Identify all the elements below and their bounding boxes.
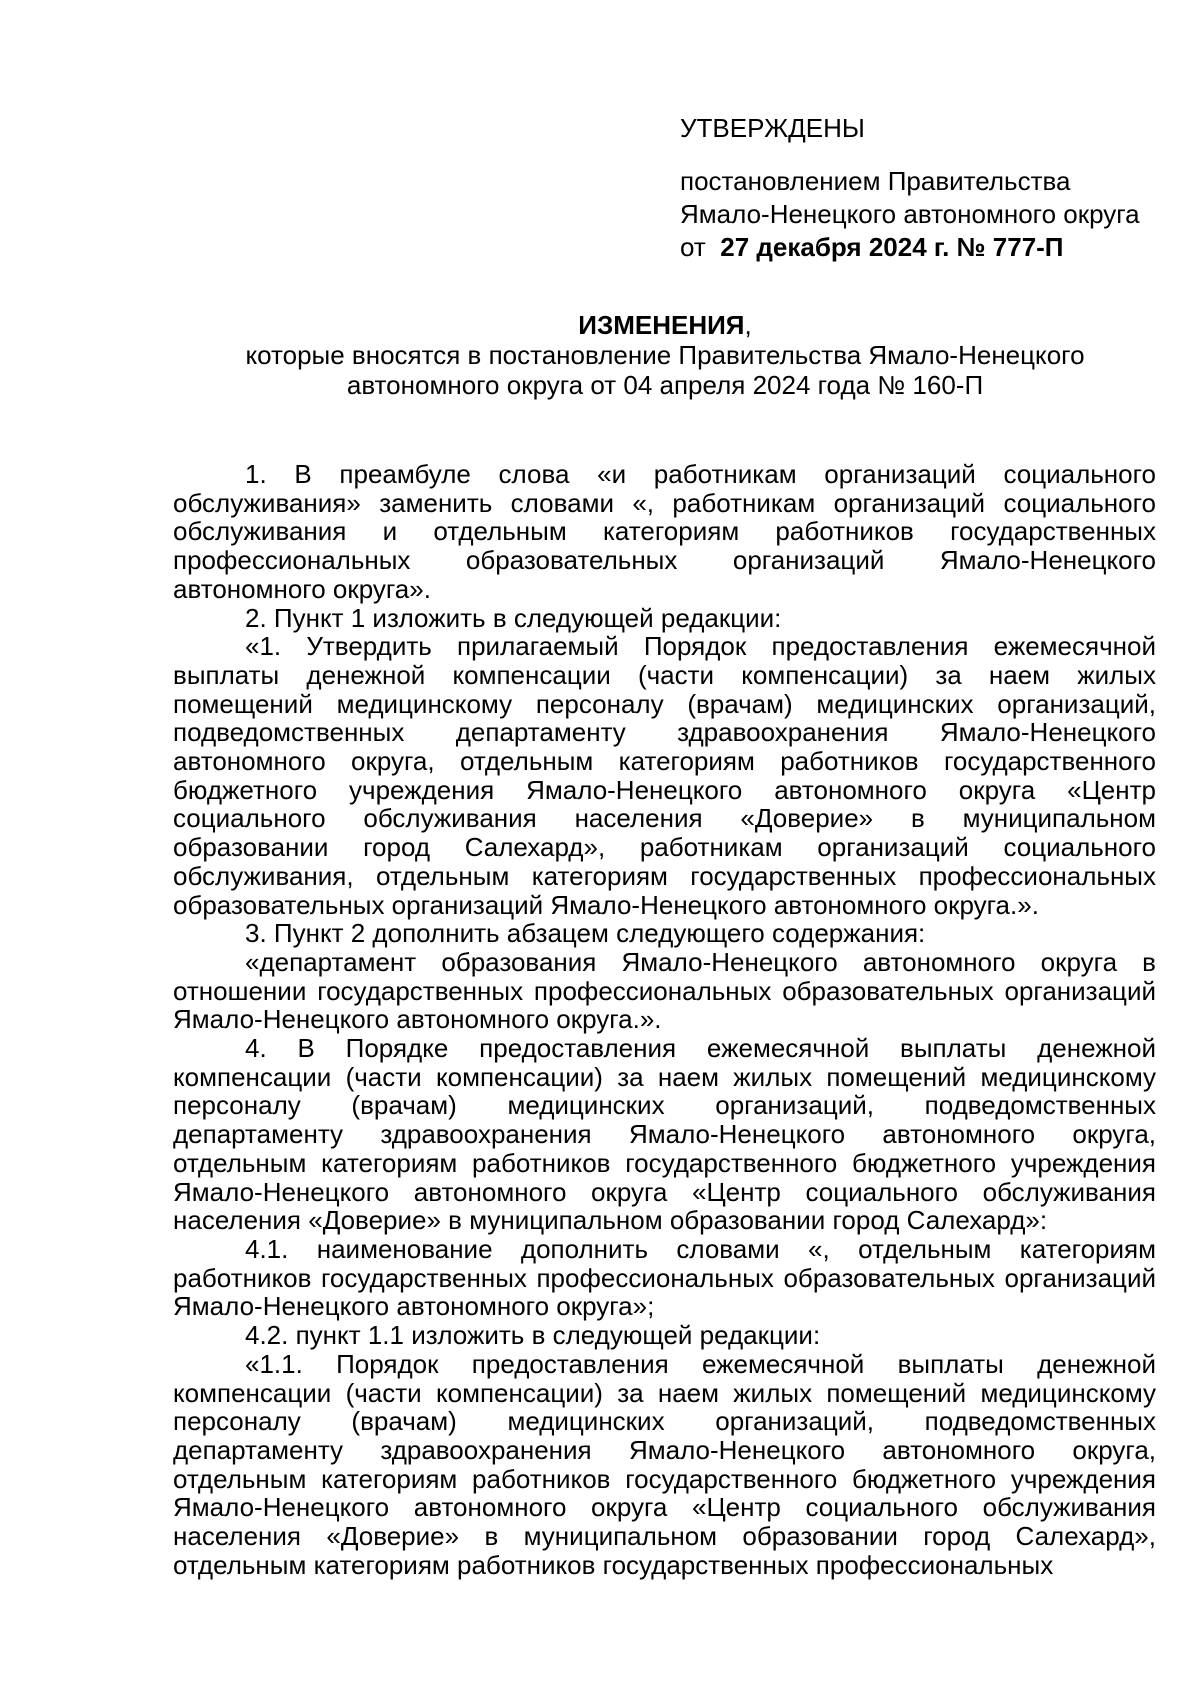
- heading-title: ИЗМЕНЕНИЯ: [578, 310, 745, 340]
- paragraph-2: 2. Пункт 1 изложить в следующей редакции:: [245, 602, 782, 633]
- document-heading: [170, 310, 1160, 400]
- approval-date-prefix: от: [680, 232, 706, 262]
- paragraph-3: «1. Утвердить прилагаемый Порядок предоставления ежемесячной выплаты денежной компенсации (части компенсации) за наем жилых помещений медицинскому персоналу (врачам) медицинских организаций, подведомственных департаменту здравоохранения Ямало-Ненецкого автономного округа, отдельным категориям работников государственного бюджетного учреждения Ямало-Ненецкого автономного округа «Центр социального обслуживания населения «Доверие» в муниципальном образовании город Салехард», работникам организаций социального обслуживания, отдельным категориям государственных профессиональных образовательных организаций Ямало-Ненецкого автономного округа.».: [173, 631, 1156, 920]
- paragraph-7: 4.1. наименование дополнить словами «, отдельным категориям работников государственных профессиональных образовательных организаций Ямало-Ненецкого автономного округа»;: [173, 1233, 1156, 1322]
- approval-line-1: постановлением Правительства: [680, 166, 1071, 196]
- paragraph-9: «1.1. Порядок предоставления ежемесячной выплаты денежной компенсации (части компенсации) за наем жилых помещений медицинскому персоналу (врачам) медицинских организаций, подведомственных департаменту здравоохранения Ямало-Ненецкого автономного округа, отдельным категориям работников государственного бюджетного учреждения Ямало-Ненецкого автономного округа «Центр социального обслуживания населения «Доверие» в муниципальном образовании город Салехард», отдельным категориям работников государственных профессиональных: [173, 1348, 1156, 1580]
- approval-stamp-title: УТВЕРЖДЕНЫ: [680, 113, 865, 143]
- approval-line-2: Ямало-Ненецкого автономного округа: [680, 199, 1140, 229]
- paragraph-6: 4. В Порядке предоставления ежемесячной выплаты денежной компенсации (части компенсации) за наем жилых помещений медицинскому персоналу (врачам) медицинских организаций, подведомственных департаменту здравоохранения Ямало-Ненецкого автономного округа, отдельным категориям работников государственного бюджетного учреждения Ямало-Ненецкого автономного округа «Центр социального обслуживания населения «Доверие» в муниципальном образовании город Салехард»:: [173, 1033, 1156, 1236]
- approval-date-number: 27 декабря 2024 г. № 777-П: [720, 232, 1064, 262]
- document-body: [173, 460, 1156, 1579]
- paragraph-8: 4.2. пункт 1.1 изложить в следующей редакции:: [245, 1320, 821, 1351]
- approval-date-line: [680, 231, 1160, 264]
- heading-subtitle-line-1: которые вносятся в постановление Правительства Ямало-Ненецкого: [245, 340, 1085, 370]
- heading-title-suffix: ,: [744, 310, 752, 340]
- heading-subtitle-line-2: автономного округа от 04 апреля 2024 года № 160-П: [346, 370, 984, 400]
- approval-block: [680, 112, 1160, 264]
- paragraph-1: 1. В преамбуле слова «и работникам организаций социального обслуживания» заменить словами «, работникам организаций социального обслуживания и отдельным категориям работников государственных профессиональных образовательных организаций Ямало-Ненецкого автономного округа».: [173, 459, 1156, 604]
- paragraph-4: 3. Пункт 2 дополнить абзацем следующего содержания:: [245, 918, 926, 949]
- paragraph-5: «департамент образования Ямало-Ненецкого автономного округа в отношении государственных профессиональных образовательных организаций Ямало-Ненецкого автономного округа.».: [173, 946, 1156, 1035]
- heading-title-line: [170, 310, 1160, 340]
